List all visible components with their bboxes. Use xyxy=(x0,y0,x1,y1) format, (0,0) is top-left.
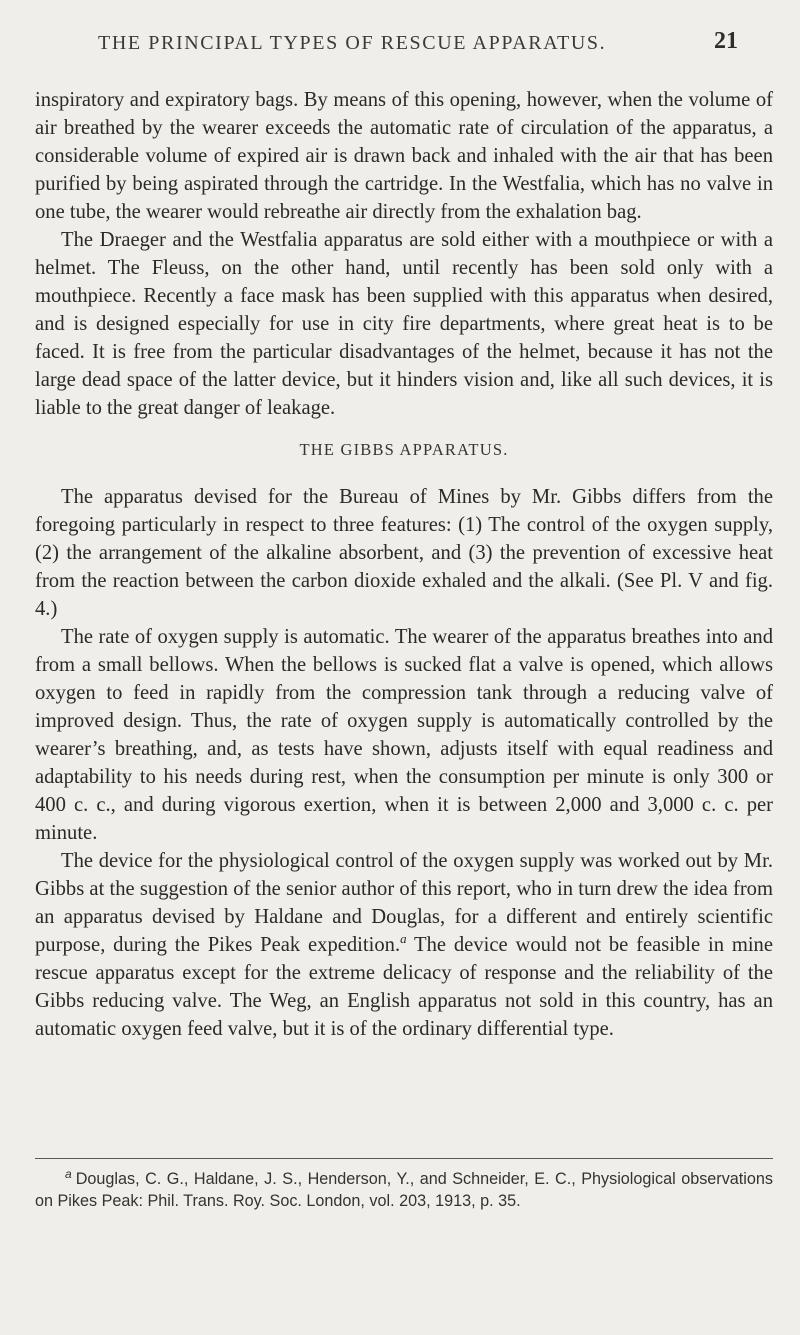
running-head xyxy=(98,28,760,60)
paragraph-draeger-westfalia: The Draeger and the Westfalia apparatus are sold either with a mouthpiece or with a helmet. The Fleuss, on the other hand, until recently has been sold only with a mouthpiece. Recently a face mask has been supplied with this apparatus when desired, and is designed especially for use in city fire departments, where great heat is to be faced. It is free from the particular disadvantages of the helmet, because it has not the large dead space of the latter device, but it hinders vision and, like all such devices, it is liable to the great danger of leakage. xyxy=(35,229,773,419)
paragraph-continued: inspiratory and expiratory bags. By means of this opening, however, when the volume of air breathed by the wearer exceeds the automatic rate of circulation of the apparatus, a considerable volume of expired air is drawn back and inhaled with the air that has been purified by being aspirated through the cartridge. In the Westfalia, which has no valve in one tube, the wearer would rebreathe air directly from the exhalation bag. xyxy=(35,89,773,223)
footnote-divider xyxy=(35,1158,773,1159)
footnote-reference[interactable]: a xyxy=(400,931,407,947)
paragraph-physiological-control xyxy=(35,847,773,1043)
footnote-marker: a xyxy=(65,1166,72,1181)
paragraph-text-part: The device would not be feasible in mine rescue apparatus except for the extreme delicacy of response and the reliability of the Gibbs reducing valve. The Weg, an English apparatus not sold in this country, has an automatic oxygen feed valve, but it is of the ordinary differential type. xyxy=(35,934,773,1040)
section-heading: THE GIBBS APPARATUS. xyxy=(299,440,509,459)
footnote xyxy=(35,1168,773,1212)
paragraph-text-part: The device for the physiological control of the oxygen supply was worked out by Mr. Gibbs at the suggestion of the senior author of this report, who in turn drew the idea from an apparatus devised by Haldane and Douglas, for a different and entirely scientific purpose, during the Pikes Peak expedition. xyxy=(35,850,773,956)
paragraph-oxygen-supply: The rate of oxygen supply is automatic. The wearer of the apparatus breathes into and from a small bellows. When the bellows is sucked flat a valve is opened, which allows oxygen to feed in rapidly from the compression tank through a reducing valve of improved design. Thus, the rate of oxygen supply is automatically controlled by the wearer’s breathing, and, as tests have shown, adjusts itself with equal readiness and adaptability to his needs during rest, when the consumption per minute is only 300 or 400 c. c., and during vigorous exertion, when it is between 2,000 and 3,000 c. c. per minute. xyxy=(35,626,773,844)
page-number: 21 xyxy=(714,28,738,54)
footnote-text: Douglas, C. G., Haldane, J. S., Henderson, Y., and Schneider, E. C., Physiological observations on Pikes Peak: Phil. Trans. Roy. Soc. London, vol. 203, 1913, p. 35. xyxy=(35,1170,773,1210)
paragraph-gibbs-features: The apparatus devised for the Bureau of Mines by Mr. Gibbs differs from the foregoing particularly in respect to three features: (1) The control of the oxygen supply, (2) the arrangement of the alkaline absorbent, and (3) the prevention of excessive heat from the reaction between the carbon dioxide exhaled and the alkali. (See Pl. V and fig. 4.) xyxy=(35,486,773,620)
running-title: THE PRINCIPAL TYPES OF RESCUE APPARATUS. xyxy=(98,32,607,54)
body-text xyxy=(35,86,773,1043)
